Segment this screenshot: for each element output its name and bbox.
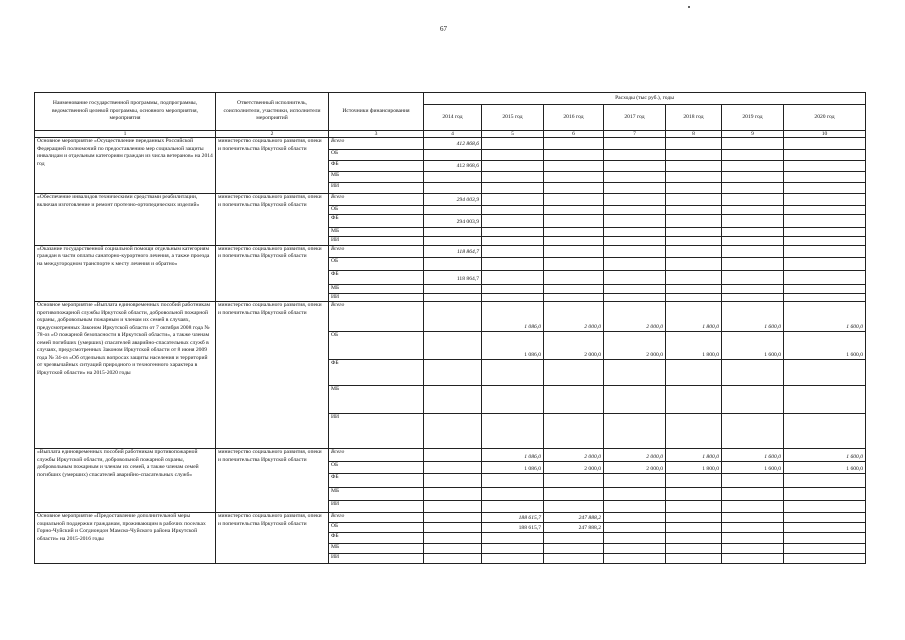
- executor-name: министерство социального развития, опеки и попечительства Иркутской области: [216, 245, 329, 302]
- column-number: 7: [604, 131, 666, 138]
- amount-cell: [722, 183, 784, 194]
- header-year: 2020 год: [784, 105, 866, 131]
- amount-cell: [784, 194, 866, 206]
- executor-name: министерство социального развития, опеки и попечительства Иркутской области: [216, 449, 329, 513]
- amount-cell: [482, 172, 544, 183]
- funding-source: МБ: [329, 228, 424, 237]
- column-number: 10: [784, 131, 866, 138]
- table-row: [35, 194, 866, 206]
- header-year: 2018 год: [666, 105, 722, 131]
- amount-cell: [604, 206, 666, 215]
- amount-cell: [784, 228, 866, 237]
- amount-cell: [424, 332, 482, 360]
- funding-source: МБ: [329, 386, 424, 414]
- amount-cell: [604, 386, 666, 414]
- amount-cell: 2 000,0: [544, 462, 604, 474]
- table-row: [35, 245, 866, 257]
- amount-cell: 1 600,0: [784, 462, 866, 474]
- amount-cell: 118 864,7: [424, 245, 482, 257]
- amount-cell: [544, 228, 604, 237]
- amount-cell: 188 615,7: [482, 513, 544, 523]
- header-program: Наименование государственной программы, подпрограммы, ведомственной целевой программы, основного мероприятия, мероприятия: [35, 93, 216, 131]
- amount-cell: [604, 257, 666, 270]
- amount-cell: [666, 206, 722, 215]
- amount-cell: [424, 206, 482, 215]
- amount-cell: [544, 194, 604, 206]
- amount-cell: [666, 284, 722, 293]
- amount-cell: [544, 386, 604, 414]
- amount-cell: [544, 501, 604, 513]
- table-row: [35, 449, 866, 462]
- amount-cell: [424, 501, 482, 513]
- amount-cell: [722, 270, 784, 284]
- amount-cell: [482, 206, 544, 215]
- amount-cell: [784, 414, 866, 449]
- amount-cell: [784, 270, 866, 284]
- amount-cell: [722, 228, 784, 237]
- amount-cell: [544, 488, 604, 501]
- column-number: 4: [424, 131, 482, 138]
- amount-cell: [666, 194, 722, 206]
- amount-cell: [482, 414, 544, 449]
- executor-name: министерство социального развития, опеки и попечительства Иркутской области: [216, 138, 329, 194]
- funding-source: Всего: [329, 194, 424, 206]
- amount-cell: [604, 245, 666, 257]
- amount-cell: [604, 215, 666, 228]
- funding-source: МБ: [329, 544, 424, 554]
- amount-cell: [784, 183, 866, 194]
- amount-cell: [482, 257, 544, 270]
- program-name: «Выплата единовременных пособий работникам противопожарной службы Иркутской области, добровольной пожарной охраны, добровольным пожарным и членам их семей, а также членам семей погибших (умерших) спасателей аварийно-спасательных служб»: [35, 449, 216, 513]
- amount-cell: [722, 501, 784, 513]
- amount-cell: [604, 183, 666, 194]
- amount-cell: [604, 488, 666, 501]
- amount-cell: [544, 293, 604, 302]
- amount-cell: [482, 488, 544, 501]
- amount-cell: [666, 554, 722, 564]
- amount-cell: [482, 150, 544, 161]
- amount-cell: [482, 237, 544, 246]
- amount-cell: [722, 414, 784, 449]
- amount-cell: 2 000,0: [544, 302, 604, 332]
- amount-cell: [784, 554, 866, 564]
- column-number: 3: [329, 131, 424, 138]
- amount-cell: 1 800,0: [666, 462, 722, 474]
- amount-cell: [482, 544, 544, 554]
- amount-cell: [604, 161, 666, 172]
- amount-cell: [604, 414, 666, 449]
- amount-cell: [424, 544, 482, 554]
- amount-cell: [424, 284, 482, 293]
- amount-cell: [722, 360, 784, 386]
- amount-cell: [424, 150, 482, 161]
- funding-source: ОБ: [329, 206, 424, 215]
- amount-cell: [784, 172, 866, 183]
- amount-cell: [666, 488, 722, 501]
- amount-cell: 1 600,0: [722, 462, 784, 474]
- amount-cell: [604, 293, 666, 302]
- amount-cell: [424, 302, 482, 332]
- amount-cell: [722, 138, 784, 150]
- amount-cell: [666, 150, 722, 161]
- amount-cell: [424, 257, 482, 270]
- column-number: 1: [35, 131, 216, 138]
- funding-source: ФБ: [329, 161, 424, 172]
- amount-cell: [604, 237, 666, 246]
- amount-cell: 1 086,0: [482, 462, 544, 474]
- amount-cell: [722, 544, 784, 554]
- amount-cell: [482, 138, 544, 150]
- funding-source: ИИ: [329, 554, 424, 564]
- amount-cell: [722, 533, 784, 544]
- amount-cell: [482, 501, 544, 513]
- amount-cell: [604, 474, 666, 488]
- amount-cell: [666, 360, 722, 386]
- amount-cell: 2 000,0: [604, 449, 666, 462]
- amount-cell: [424, 449, 482, 462]
- column-number: 9: [722, 131, 784, 138]
- amount-cell: [666, 257, 722, 270]
- amount-cell: [784, 237, 866, 246]
- amount-cell: [482, 183, 544, 194]
- amount-cell: 2 000,0: [544, 449, 604, 462]
- amount-cell: [722, 215, 784, 228]
- amount-cell: [424, 462, 482, 474]
- funding-source: ОБ: [329, 150, 424, 161]
- funding-source: МБ: [329, 172, 424, 183]
- amount-cell: 1 086,0: [482, 332, 544, 360]
- amount-cell: [424, 172, 482, 183]
- amount-cell: [784, 533, 866, 544]
- amount-cell: [666, 544, 722, 554]
- amount-cell: [424, 554, 482, 564]
- amount-cell: 1 600,0: [784, 332, 866, 360]
- amount-cell: [666, 215, 722, 228]
- amount-cell: [604, 138, 666, 150]
- amount-cell: [482, 194, 544, 206]
- amount-cell: [424, 360, 482, 386]
- amount-cell: [666, 237, 722, 246]
- funding-source: МБ: [329, 284, 424, 293]
- amount-cell: [784, 523, 866, 533]
- header-expenses: Расходы (тыс руб.), годы: [424, 93, 866, 105]
- amount-cell: [482, 474, 544, 488]
- amount-cell: [666, 513, 722, 523]
- amount-cell: 294 003,9: [424, 215, 482, 228]
- amount-cell: 188 615,7: [482, 523, 544, 533]
- amount-cell: [666, 245, 722, 257]
- funding-source: ИИ: [329, 501, 424, 513]
- amount-cell: [666, 138, 722, 150]
- amount-cell: 1 800,0: [666, 302, 722, 332]
- amount-cell: [424, 533, 482, 544]
- amount-cell: [722, 194, 784, 206]
- amount-cell: [604, 150, 666, 161]
- executor-name: министерство социального развития, опеки и попечительства Иркутской области: [216, 302, 329, 449]
- funding-source: ОБ: [329, 332, 424, 360]
- header-year: 2015 год: [482, 105, 544, 131]
- amount-cell: [722, 257, 784, 270]
- funding-source: ИИ: [329, 237, 424, 246]
- amount-cell: 2 000,0: [604, 332, 666, 360]
- funding-source: ФБ: [329, 360, 424, 386]
- amount-cell: 1 600,0: [784, 449, 866, 462]
- amount-cell: [482, 284, 544, 293]
- amount-cell: 1 086,0: [482, 302, 544, 332]
- amount-cell: [722, 488, 784, 501]
- column-number: 2: [216, 131, 329, 138]
- amount-cell: [666, 161, 722, 172]
- amount-cell: [666, 414, 722, 449]
- amount-cell: 1 600,0: [784, 302, 866, 332]
- amount-cell: 2 000,0: [604, 462, 666, 474]
- program-name: Основное мероприятие «Выплата единовременных пособий работникам противопожарной службы Иркутской области, добровольной пожарной охраны, добровольным пожарным и членам их семей в случаях, предусмотренных Законом Иркутской области от 7 октября 2008 года № 78-оз «О пожарной безопасности в Иркутской области», а также членам семей погибших (умерших) спасателей аварийно-спасательных служб в случаях, предусмотренных Законом Иркутской области от 8 июня 2009 года № 34-оз «Об отдельных вопросах защиты населения и территорий от чрезвычайных ситуаций природного и техногенного характера в Иркутской области» на 2015-2020 годы: [35, 302, 216, 449]
- amount-cell: [482, 245, 544, 257]
- amount-cell: [544, 138, 604, 150]
- amount-cell: [722, 237, 784, 246]
- amount-cell: [784, 386, 866, 414]
- amount-cell: [482, 228, 544, 237]
- funding-source: МБ: [329, 488, 424, 501]
- amount-cell: [544, 414, 604, 449]
- funding-source: ОБ: [329, 462, 424, 474]
- amount-cell: 294 003,9: [424, 194, 482, 206]
- amount-cell: [544, 161, 604, 172]
- amount-cell: [544, 474, 604, 488]
- amount-cell: [424, 513, 482, 523]
- amount-cell: [784, 360, 866, 386]
- amount-cell: [544, 206, 604, 215]
- amount-cell: [666, 501, 722, 513]
- table-row: [35, 302, 866, 332]
- amount-cell: [604, 360, 666, 386]
- amount-cell: [604, 533, 666, 544]
- amount-cell: [784, 501, 866, 513]
- amount-cell: [424, 414, 482, 449]
- amount-cell: [424, 523, 482, 533]
- amount-cell: [424, 293, 482, 302]
- amount-cell: [784, 150, 866, 161]
- header-executor: Ответственный исполнитель, соисполнители, участники, исполнители мероприятий: [216, 93, 329, 131]
- amount-cell: [722, 161, 784, 172]
- amount-cell: [544, 360, 604, 386]
- header-year: 2017 год: [604, 105, 666, 131]
- amount-cell: [722, 513, 784, 523]
- funding-source: ОБ: [329, 523, 424, 533]
- column-number: 5: [482, 131, 544, 138]
- amount-cell: [544, 183, 604, 194]
- amount-cell: [544, 237, 604, 246]
- column-number: 8: [666, 131, 722, 138]
- funding-source: ФБ: [329, 270, 424, 284]
- amount-cell: [722, 245, 784, 257]
- amount-cell: 1 600,0: [722, 302, 784, 332]
- amount-cell: [784, 513, 866, 523]
- funding-source: ФБ: [329, 215, 424, 228]
- amount-cell: 2 000,0: [544, 332, 604, 360]
- amount-cell: [482, 161, 544, 172]
- program-name: «Обеспечение инвалидов техническими средствами реабилитации, включая изготовление и ремонт протезно-ортопедических изделий»: [35, 194, 216, 246]
- amount-cell: [544, 257, 604, 270]
- amount-cell: [544, 544, 604, 554]
- amount-cell: [604, 228, 666, 237]
- amount-cell: [784, 161, 866, 172]
- amount-cell: [544, 270, 604, 284]
- funding-source: Всего: [329, 513, 424, 523]
- amount-cell: [482, 293, 544, 302]
- funding-source: ИИ: [329, 183, 424, 194]
- table-row: [35, 138, 866, 150]
- amount-cell: [482, 533, 544, 544]
- amount-cell: [784, 488, 866, 501]
- amount-cell: [722, 523, 784, 533]
- amount-cell: [424, 474, 482, 488]
- funding-source: Всего: [329, 302, 424, 332]
- amount-cell: [604, 270, 666, 284]
- amount-cell: [544, 150, 604, 161]
- amount-cell: [604, 501, 666, 513]
- amount-cell: [784, 257, 866, 270]
- amount-cell: 1 600,0: [722, 332, 784, 360]
- amount-cell: [784, 284, 866, 293]
- amount-cell: [604, 284, 666, 293]
- amount-cell: [722, 206, 784, 215]
- column-number: 6: [544, 131, 604, 138]
- amount-cell: [784, 293, 866, 302]
- amount-cell: [604, 194, 666, 206]
- funding-source: Всего: [329, 449, 424, 462]
- header-year: 2019 год: [722, 105, 784, 131]
- amount-cell: [666, 172, 722, 183]
- funding-source: ФБ: [329, 474, 424, 488]
- amount-cell: [666, 533, 722, 544]
- amount-cell: [666, 270, 722, 284]
- page-number: 67: [440, 25, 447, 33]
- header-year: 2014 год: [424, 105, 482, 131]
- amount-cell: 247 888,2: [544, 513, 604, 523]
- amount-cell: 1 600,0: [722, 449, 784, 462]
- funding-source: Всего: [329, 138, 424, 150]
- amount-cell: [604, 554, 666, 564]
- amount-cell: [784, 206, 866, 215]
- amount-cell: [424, 386, 482, 414]
- executor-name: министерство социального развития, опеки и попечительства Иркутской области: [216, 513, 329, 564]
- amount-cell: [482, 554, 544, 564]
- amount-cell: [482, 270, 544, 284]
- amount-cell: 412 868,6: [424, 161, 482, 172]
- amount-cell: [722, 386, 784, 414]
- table-row: [35, 513, 866, 523]
- scan-speck: [688, 6, 690, 8]
- amount-cell: [544, 554, 604, 564]
- amount-cell: [604, 544, 666, 554]
- amount-cell: 412 868,6: [424, 138, 482, 150]
- amount-cell: [784, 215, 866, 228]
- funding-source: ФБ: [329, 533, 424, 544]
- amount-cell: [722, 554, 784, 564]
- amount-cell: [722, 293, 784, 302]
- amount-cell: [482, 386, 544, 414]
- amount-cell: 1 800,0: [666, 332, 722, 360]
- amount-cell: [722, 284, 784, 293]
- header-year: 2016 год: [544, 105, 604, 131]
- amount-cell: [666, 523, 722, 533]
- amount-cell: 1 800,0: [666, 449, 722, 462]
- amount-cell: [424, 228, 482, 237]
- amount-cell: [722, 150, 784, 161]
- funding-source: ИИ: [329, 293, 424, 302]
- executor-name: министерство социального развития, опеки и попечительства Иркутской области: [216, 194, 329, 246]
- amount-cell: [722, 474, 784, 488]
- amount-cell: 118 864,7: [424, 270, 482, 284]
- amount-cell: [544, 245, 604, 257]
- budget-table: [34, 92, 866, 564]
- amount-cell: [424, 237, 482, 246]
- amount-cell: 247 888,2: [544, 523, 604, 533]
- amount-cell: [784, 245, 866, 257]
- amount-cell: [784, 544, 866, 554]
- amount-cell: [604, 172, 666, 183]
- funding-source: ИИ: [329, 414, 424, 449]
- header-sources: Источники финансирования: [329, 93, 424, 131]
- amount-cell: [666, 474, 722, 488]
- amount-cell: 2 000,0: [604, 302, 666, 332]
- amount-cell: [666, 183, 722, 194]
- amount-cell: [604, 523, 666, 533]
- program-name: Основное мероприятие «Осуществление переданных Российской Федерацией полномочий по предоставлению мер социальной защиты инвалидам и отдельным категориям граждан из числа ветеранов» на 2014 год: [35, 138, 216, 194]
- amount-cell: [604, 513, 666, 523]
- amount-cell: [544, 215, 604, 228]
- amount-cell: [544, 284, 604, 293]
- amount-cell: [784, 138, 866, 150]
- amount-cell: [482, 215, 544, 228]
- amount-cell: [722, 172, 784, 183]
- amount-cell: [482, 360, 544, 386]
- funding-source: ОБ: [329, 257, 424, 270]
- amount-cell: [544, 172, 604, 183]
- program-name: «Оказание государственной социальной помощи отдельным категориям граждан в части оплаты санаторно-курортного лечения, а также проезда на междугородном транспорте к месту лечения и обратно»: [35, 245, 216, 302]
- amount-cell: [784, 474, 866, 488]
- amount-cell: [666, 386, 722, 414]
- funding-source: Всего: [329, 245, 424, 257]
- amount-cell: [424, 488, 482, 501]
- amount-cell: [666, 228, 722, 237]
- amount-cell: [666, 293, 722, 302]
- amount-cell: 1 086,0: [482, 449, 544, 462]
- program-name: Основное мероприятие «Предоставление дополнительной меры социальной поддержки гражданам, проживающим в рабочих поселках Горно-Чуйский и Согдиондон Мамско-Чуйского района Иркутской области» на 2015-2016 годы: [35, 513, 216, 564]
- amount-cell: [424, 183, 482, 194]
- amount-cell: [544, 533, 604, 544]
